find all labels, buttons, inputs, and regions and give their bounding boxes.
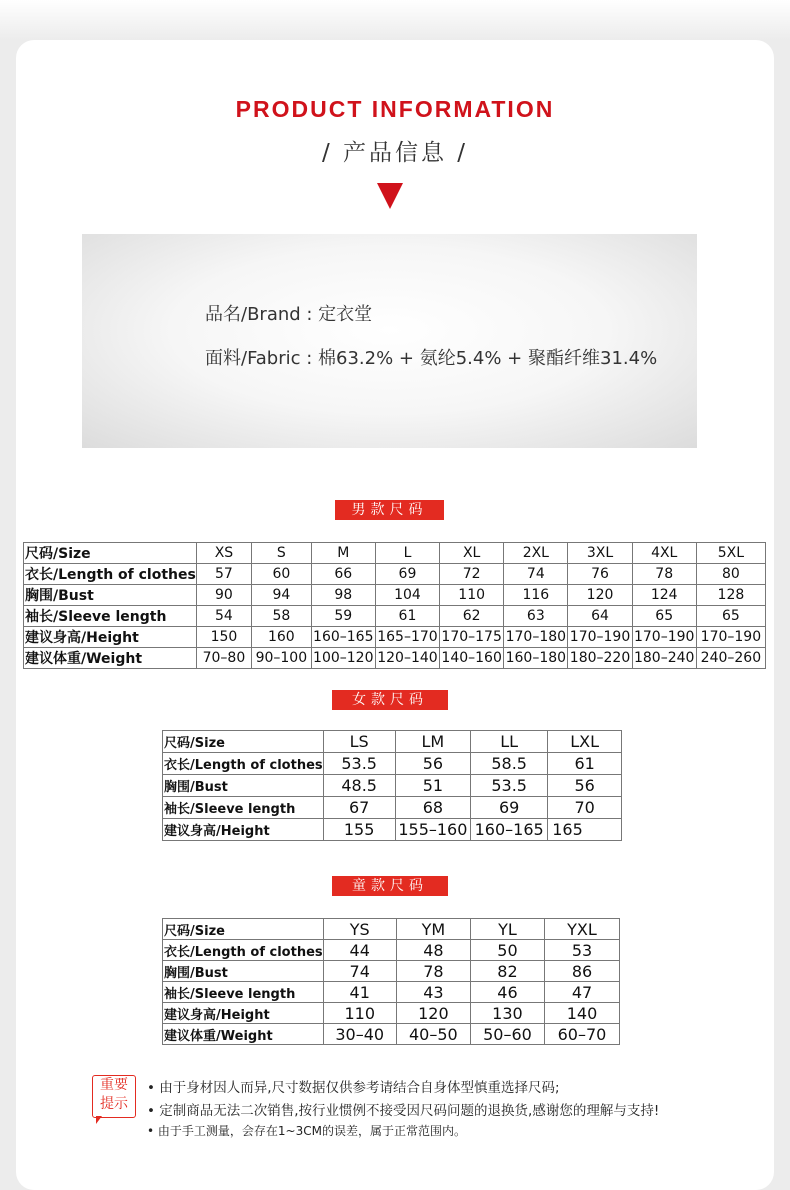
- table-cell: 120: [568, 585, 632, 606]
- header-cell: XS: [196, 543, 251, 564]
- header-cell: 2XL: [504, 543, 568, 564]
- header-cell: LL: [471, 731, 548, 753]
- table-row: [163, 775, 622, 797]
- table-cell: 57: [196, 564, 251, 585]
- table-cell: 160–180: [504, 648, 568, 669]
- table-cell: 64: [568, 606, 632, 627]
- table-cell: 58.5: [471, 753, 548, 775]
- row-label: 衣长/Length of clothes: [24, 564, 197, 585]
- table-cell: 86: [544, 961, 619, 982]
- row-label: 建议体重/Weight: [24, 648, 197, 669]
- table-cell: 69: [471, 797, 548, 819]
- row-label: 建议身高/Height: [163, 1003, 324, 1024]
- table-cell: 30–40: [323, 1024, 396, 1045]
- table-row: [163, 753, 622, 775]
- table-cell: 82: [470, 961, 544, 982]
- table-row: [163, 961, 620, 982]
- header-cell: XL: [440, 543, 504, 564]
- table-row: [163, 1024, 620, 1045]
- women-size-table: [162, 730, 622, 841]
- table-cell: 128: [696, 585, 765, 606]
- row-label: 胸围/Bust: [163, 961, 324, 982]
- table-cell: 51: [395, 775, 470, 797]
- badge-tail: [96, 1116, 102, 1124]
- table-cell: 60–70: [544, 1024, 619, 1045]
- header-cell: YXL: [544, 919, 619, 940]
- table-cell: 65: [632, 606, 696, 627]
- table-cell: 124: [632, 585, 696, 606]
- row-label: 袖长/Sleeve length: [163, 982, 324, 1003]
- table-cell: 90–100: [252, 648, 312, 669]
- top-shadow: [0, 0, 790, 40]
- table-cell: 80: [696, 564, 765, 585]
- fabric-info-panel: [82, 234, 697, 448]
- header-cell: 尺码/Size: [163, 731, 324, 753]
- table-cell: 69: [375, 564, 439, 585]
- header-cell: L: [375, 543, 439, 564]
- table-cell: 67: [323, 797, 395, 819]
- table-row: [24, 627, 766, 648]
- table-row: [163, 819, 622, 841]
- notice-list: [147, 1076, 659, 1145]
- table-cell: 170–180: [504, 627, 568, 648]
- table-cell: 170–190: [568, 627, 632, 648]
- table-cell: 165–170: [375, 627, 439, 648]
- table-cell: 116: [504, 585, 568, 606]
- table-cell: 54: [196, 606, 251, 627]
- fabric-line: 面料/Fabric : 棉63.2% + 氨纶5.4% + 聚酯纤维31.4%: [205, 348, 658, 369]
- table-cell: 180–220: [568, 648, 632, 669]
- table-cell: 90: [196, 585, 251, 606]
- row-label: 袖长/Sleeve length: [24, 606, 197, 627]
- table-row: [163, 797, 622, 819]
- header-cell: 3XL: [568, 543, 632, 564]
- kids-size-tag: 童款尺码: [332, 876, 448, 896]
- header-cell: LM: [395, 731, 470, 753]
- table-cell: 63: [504, 606, 568, 627]
- header-cell: YL: [470, 919, 544, 940]
- table-cell: 170–190: [696, 627, 765, 648]
- table-cell: 40–50: [396, 1024, 470, 1045]
- table-header-row: [24, 543, 766, 564]
- header-cell: 4XL: [632, 543, 696, 564]
- table-row: [24, 606, 766, 627]
- table-row: [163, 982, 620, 1003]
- table-cell: 56: [548, 775, 622, 797]
- table-cell: 48: [396, 940, 470, 961]
- table-cell: 140: [544, 1003, 619, 1024]
- notice-item: • 定制商品无法二次销售,按行业惯例不接受因尺码问题的退换货,感谢您的理解与支持!: [147, 1103, 660, 1119]
- section-title-cn: / 产品信息 /: [321, 140, 469, 166]
- header-cell: YS: [323, 919, 396, 940]
- women-size-tag: 女款尺码: [332, 690, 448, 710]
- header-cell: YM: [396, 919, 470, 940]
- header-cell: M: [311, 543, 375, 564]
- table-cell: 140–160: [440, 648, 504, 669]
- table-cell: 66: [311, 564, 375, 585]
- table-cell: 100–120: [311, 648, 375, 669]
- table-cell: 74: [323, 961, 396, 982]
- men-size-table: [23, 542, 766, 669]
- table-cell: 70: [548, 797, 622, 819]
- table-cell: 130: [470, 1003, 544, 1024]
- table-cell: 60: [252, 564, 312, 585]
- notice-item: • 由于身材因人而异,尺寸数据仅供参考请结合自身体型慎重选择尺码;: [147, 1080, 560, 1096]
- table-cell: 98: [311, 585, 375, 606]
- table-cell: 160–165: [471, 819, 548, 841]
- table-header-row: [163, 731, 622, 753]
- table-cell: 46: [470, 982, 544, 1003]
- header-cell: 尺码/Size: [24, 543, 197, 564]
- notice-item: • 由于手工测量，会存在1~3CM的误差，属于正常范围内。: [147, 1124, 466, 1138]
- row-label: 衣长/Length of clothes: [163, 753, 324, 775]
- table-cell: 150: [196, 627, 251, 648]
- table-cell: 61: [548, 753, 622, 775]
- table-row: [24, 564, 766, 585]
- table-cell: 50: [470, 940, 544, 961]
- table-cell: 47: [544, 982, 619, 1003]
- table-cell: 240–260: [696, 648, 765, 669]
- brand-line: 品名/Brand : 定衣堂: [205, 304, 373, 325]
- table-cell: 61: [375, 606, 439, 627]
- table-cell: 160: [252, 627, 312, 648]
- table-row: [163, 1003, 620, 1024]
- table-cell: 65: [696, 606, 765, 627]
- table-cell: 170–175: [440, 627, 504, 648]
- table-cell: 59: [311, 606, 375, 627]
- badge-line: 提示: [100, 1096, 128, 1112]
- important-notice-badge: [92, 1075, 136, 1118]
- section-title-en: PRODUCT INFORMATION: [235, 96, 555, 122]
- table-cell: 78: [396, 961, 470, 982]
- table-header-row: [163, 919, 620, 940]
- table-row: [24, 648, 766, 669]
- row-label: 胸围/Bust: [163, 775, 324, 797]
- table-cell: 120: [396, 1003, 470, 1024]
- down-arrow-icon: [377, 183, 403, 209]
- table-cell: 53: [544, 940, 619, 961]
- table-cell: 104: [375, 585, 439, 606]
- row-label: 衣长/Length of clothes: [163, 940, 324, 961]
- badge-line: 重要: [100, 1077, 128, 1093]
- row-label: 袖长/Sleeve length: [163, 797, 324, 819]
- table-cell: 94: [252, 585, 312, 606]
- table-cell: 48.5: [323, 775, 395, 797]
- row-label: 建议身高/Height: [163, 819, 324, 841]
- row-label: 建议体重/Weight: [163, 1024, 324, 1045]
- table-cell: 76: [568, 564, 632, 585]
- table-cell: 180–240: [632, 648, 696, 669]
- table-cell: 53.5: [471, 775, 548, 797]
- header-cell: LS: [323, 731, 395, 753]
- table-cell: 74: [504, 564, 568, 585]
- table-cell: 170–190: [632, 627, 696, 648]
- table-cell: 155: [323, 819, 395, 841]
- row-label: 胸围/Bust: [24, 585, 197, 606]
- header-cell: 5XL: [696, 543, 765, 564]
- table-cell: 44: [323, 940, 396, 961]
- men-size-tag: 男款尺码: [335, 500, 444, 520]
- table-cell: 56: [395, 753, 470, 775]
- table-row: [24, 585, 766, 606]
- table-cell: 58: [252, 606, 312, 627]
- table-cell: 70–80: [196, 648, 251, 669]
- header-cell: S: [252, 543, 312, 564]
- table-cell: 72: [440, 564, 504, 585]
- table-cell: 165: [548, 819, 622, 841]
- table-cell: 120–140: [375, 648, 439, 669]
- header-cell: LXL: [548, 731, 622, 753]
- table-cell: 41: [323, 982, 396, 1003]
- table-cell: 53.5: [323, 753, 395, 775]
- table-cell: 68: [395, 797, 470, 819]
- table-cell: 160–165: [311, 627, 375, 648]
- table-cell: 62: [440, 606, 504, 627]
- header-cell: 尺码/Size: [163, 919, 324, 940]
- table-cell: 110: [440, 585, 504, 606]
- table-cell: 110: [323, 1003, 396, 1024]
- table-cell: 43: [396, 982, 470, 1003]
- table-cell: 155–160: [395, 819, 470, 841]
- row-label: 建议身高/Height: [24, 627, 197, 648]
- table-cell: 78: [632, 564, 696, 585]
- kids-size-table: [162, 918, 620, 1045]
- table-row: [163, 940, 620, 961]
- table-cell: 50–60: [470, 1024, 544, 1045]
